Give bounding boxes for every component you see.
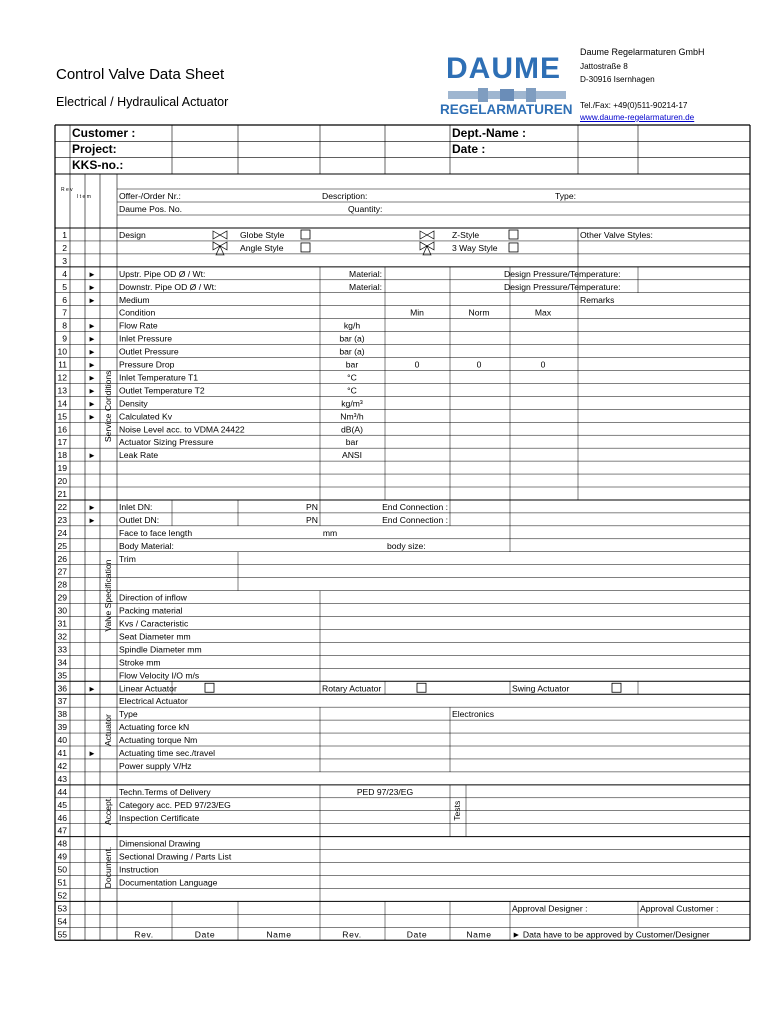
row-number: 21 bbox=[57, 489, 67, 499]
rotary-actuator-label: Rotary Actuator bbox=[322, 683, 382, 694]
row-number: 12 bbox=[57, 372, 67, 383]
other-valve-styles-label: Other Valve Styles: bbox=[580, 230, 653, 240]
customer-label: Customer : bbox=[72, 126, 136, 140]
date-column-label: Date bbox=[194, 929, 216, 940]
row-number: 51 bbox=[57, 877, 67, 888]
company-website-link[interactable]: www.daume-regelarmaturen.de bbox=[580, 113, 695, 122]
row-number: 49 bbox=[57, 851, 67, 862]
dept-label: Dept.-Name : bbox=[452, 126, 527, 140]
row-number: 50 bbox=[57, 864, 67, 875]
unit-label: bar bbox=[345, 437, 359, 448]
end-connection-label: End Connection : bbox=[382, 514, 448, 525]
actuator-field-label: Actuating time sec./travel bbox=[119, 748, 216, 758]
medium-label: Medium bbox=[119, 294, 150, 305]
rev-column-label: Rev. bbox=[134, 929, 154, 940]
row-number: 26 bbox=[57, 553, 67, 564]
remarks-label: Remarks bbox=[580, 294, 615, 305]
unit-label: bar bbox=[345, 359, 359, 370]
service-field-label: Outlet Temperature T2 bbox=[119, 385, 205, 396]
arrow-icon: ► bbox=[88, 347, 96, 357]
logo-wordmark: DAUME bbox=[446, 52, 561, 85]
row-number: 42 bbox=[57, 760, 67, 771]
arrow-icon: ► bbox=[88, 269, 96, 279]
row-number: 39 bbox=[57, 722, 67, 733]
unit-label: mm bbox=[322, 527, 338, 538]
row-number: 17 bbox=[57, 437, 67, 448]
actuator-field-label: Power supply V/Hz bbox=[119, 760, 192, 771]
row-number: 40 bbox=[57, 735, 67, 746]
globe-style-label: Globe Style bbox=[240, 230, 285, 240]
page-title: Control Valve Data Sheet bbox=[56, 66, 225, 83]
approval-note: ► Data have to be approved by Customer/Designer bbox=[512, 929, 710, 940]
linear-actuator-label: Linear Actuator bbox=[119, 683, 177, 694]
row-number: 27 bbox=[57, 566, 67, 577]
item-side-label: I t e m bbox=[77, 194, 91, 200]
row-number: 32 bbox=[57, 631, 67, 642]
row-number: 9 bbox=[62, 333, 67, 344]
valve-spec-label: Direction of inflow bbox=[119, 592, 187, 603]
service-field-label: Outlet Pressure bbox=[119, 346, 179, 357]
unit-label: °C bbox=[347, 385, 357, 396]
design-label: Design bbox=[119, 230, 146, 240]
pos-label: Daume Pos. No. bbox=[119, 204, 183, 214]
row-number: 22 bbox=[57, 501, 67, 512]
row-number: 55 bbox=[57, 929, 67, 940]
min-value: 0 bbox=[414, 359, 420, 370]
swing-actuator-checkbox[interactable] bbox=[612, 683, 621, 692]
z-style-checkbox[interactable] bbox=[509, 230, 518, 239]
design-pressure-label: Design Pressure/Temperature: bbox=[504, 268, 621, 279]
actuator-type-label: Type bbox=[119, 709, 138, 720]
design-pressure-label: Design Pressure/Temperature: bbox=[504, 281, 621, 292]
end-connection-label: End Connection : bbox=[382, 501, 448, 512]
row-number: 15 bbox=[57, 411, 67, 422]
valve-spec-label: Kvs / Caracteristic bbox=[119, 618, 189, 629]
electrical-actuator-label: Electrical Actuator bbox=[119, 696, 188, 707]
arrow-icon: ► bbox=[88, 282, 96, 292]
row-number: 33 bbox=[57, 644, 67, 655]
angle-style-checkbox[interactable] bbox=[301, 243, 310, 252]
z-valve-icon bbox=[420, 231, 434, 239]
actuator-field-label: Actuating torque Nm bbox=[119, 735, 198, 746]
arrow-icon: ► bbox=[88, 749, 96, 758]
norm-value: 0 bbox=[476, 359, 482, 370]
kks-label: KKS-no.: bbox=[72, 158, 124, 172]
max-value: 0 bbox=[540, 359, 546, 370]
valve-spec-label: Spindle Diameter mm bbox=[119, 644, 202, 655]
material-label: Material: bbox=[349, 281, 382, 292]
three-way-style-checkbox[interactable] bbox=[509, 243, 518, 252]
inlet-dn-label: Inlet DN: bbox=[119, 501, 153, 512]
document-label: Documentation Language bbox=[119, 877, 218, 888]
row-number: 20 bbox=[57, 476, 67, 487]
pn-label: PN bbox=[306, 501, 318, 512]
arrow-icon: ► bbox=[88, 399, 96, 409]
valve-specification-label: Valve Specification bbox=[103, 559, 113, 632]
row-number: 3 bbox=[62, 255, 67, 266]
row-number: 43 bbox=[57, 773, 67, 784]
rev-side-label: R e v bbox=[61, 187, 73, 193]
row-number: 44 bbox=[57, 786, 67, 797]
valve-spec-label: Stroke mm bbox=[119, 657, 161, 668]
globe-style-checkbox[interactable] bbox=[301, 230, 310, 239]
arrow-icon: ► bbox=[88, 502, 96, 512]
service-field-label: Pressure Drop bbox=[119, 359, 175, 370]
arrow-icon: ► bbox=[88, 360, 96, 370]
logo-subtext: REGELARMATUREN bbox=[440, 102, 573, 117]
condition-label: Condition bbox=[119, 307, 156, 318]
arrow-icon: ► bbox=[88, 373, 96, 383]
row-number: 28 bbox=[57, 579, 67, 590]
three-way-style-label: 3 Way Style bbox=[452, 242, 498, 253]
offer-label: Offer-/Order Nr.: bbox=[119, 191, 181, 201]
row-number: 2 bbox=[62, 242, 67, 253]
unit-label: dB(A) bbox=[341, 424, 363, 435]
project-label: Project: bbox=[72, 142, 117, 156]
name-column-label: Name bbox=[466, 929, 492, 940]
service-field-label: Actuator Sizing Pressure bbox=[119, 437, 214, 448]
service-field-label: Noise Level acc. to VDMA 24422 bbox=[119, 424, 245, 435]
swing-actuator-label: Swing Actuator bbox=[512, 683, 570, 694]
tests-section-label: Tests bbox=[452, 800, 462, 821]
service-field-label: Inlet Temperature T1 bbox=[119, 372, 198, 383]
company-name: Daume Regelarmaturen GmbH bbox=[580, 47, 705, 57]
quantity-label: Quantity: bbox=[348, 204, 383, 214]
rev-column-label: Rev. bbox=[342, 929, 362, 940]
description-label: Description: bbox=[322, 191, 368, 201]
document-section-label: Document. bbox=[103, 846, 113, 889]
unit-label: bar (a) bbox=[339, 346, 365, 357]
valve-spec-label: Seat Diameter mm bbox=[119, 631, 191, 642]
document-label: Instruction bbox=[119, 864, 159, 875]
row-number: 11 bbox=[58, 359, 67, 370]
angle-valve-icon bbox=[213, 242, 227, 255]
row-number: 48 bbox=[57, 838, 67, 849]
service-field-label: Leak Rate bbox=[119, 450, 159, 461]
service-field-label: Inlet Pressure bbox=[119, 333, 173, 344]
material-label: Material: bbox=[349, 268, 382, 279]
arrow-icon: ► bbox=[88, 295, 96, 305]
unit-label: °C bbox=[347, 372, 357, 383]
norm-header: Norm bbox=[468, 307, 490, 318]
approval-designer-label: Approval Designer : bbox=[512, 903, 588, 914]
row-number: 5 bbox=[62, 281, 67, 292]
arrow-icon: ► bbox=[88, 451, 96, 461]
row-number: 52 bbox=[57, 890, 67, 901]
max-header: Max bbox=[534, 307, 552, 318]
row-number: 16 bbox=[57, 424, 67, 435]
row-number: 29 bbox=[57, 592, 67, 603]
z-style-label: Z-Style bbox=[452, 230, 480, 240]
company-city: D-30916 Isernhagen bbox=[580, 75, 655, 84]
arrow-icon: ► bbox=[88, 334, 96, 344]
row-number: 53 bbox=[57, 903, 67, 914]
row-number: 47 bbox=[57, 825, 67, 836]
row-number: 19 bbox=[57, 463, 67, 474]
ped-value: PED 97/23/EG bbox=[356, 786, 414, 797]
unit-label: kg/m³ bbox=[341, 398, 363, 409]
trim-label: Trim bbox=[119, 553, 136, 564]
date-column-label: Date bbox=[406, 929, 428, 940]
row-number: 34 bbox=[57, 657, 67, 668]
arrow-icon: ► bbox=[88, 684, 96, 694]
upstream-pipe-label: Upstr. Pipe OD Ø / Wt: bbox=[119, 268, 206, 279]
row-number: 13 bbox=[57, 385, 67, 396]
outlet-dn-label: Outlet DN: bbox=[119, 514, 160, 525]
row-number: 46 bbox=[57, 812, 67, 823]
row-number: 54 bbox=[57, 916, 67, 927]
electronics-label: Electronics bbox=[452, 709, 495, 720]
service-field-label: Calculated Kv bbox=[119, 411, 173, 422]
downstream-pipe-label: Downstr. Pipe OD Ø / Wt: bbox=[119, 281, 217, 292]
inspection-certificate-label: Inspection Certificate bbox=[119, 812, 200, 823]
company-street: Jattostraße 8 bbox=[580, 62, 628, 71]
face-to-face-label: Face to face length bbox=[119, 527, 193, 538]
arrow-icon: ► bbox=[88, 321, 96, 331]
page-subtitle: Electrical / Hydraulical Actuator bbox=[56, 95, 229, 109]
body-size-label: body size: bbox=[387, 540, 426, 551]
row-number: 10 bbox=[57, 346, 67, 357]
unit-label: ANSI bbox=[341, 450, 363, 461]
row-number: 36 bbox=[57, 683, 67, 694]
min-header: Min bbox=[410, 307, 424, 318]
row-number: 23 bbox=[57, 514, 67, 525]
globe-valve-icon bbox=[213, 231, 227, 239]
row-number: 30 bbox=[57, 605, 67, 616]
service-conditions-label: Service Conditions bbox=[103, 370, 113, 443]
type-label: Type: bbox=[554, 191, 576, 201]
row-number: 7 bbox=[62, 307, 67, 318]
unit-label: bar (a) bbox=[339, 333, 365, 344]
unit-label: kg/h bbox=[343, 320, 361, 331]
date-label: Date : bbox=[452, 142, 486, 156]
arrow-icon: ► bbox=[88, 386, 96, 396]
valve-spec-label: Flow Velocity I/O m/s bbox=[119, 670, 200, 681]
actuator-field-label: Actuating force kN bbox=[119, 722, 190, 733]
row-number: 18 bbox=[57, 450, 67, 461]
rotary-actuator-checkbox[interactable] bbox=[417, 683, 426, 692]
arrow-icon: ► bbox=[88, 412, 96, 422]
actuator-section-label: Actuator bbox=[103, 714, 113, 747]
arrow-icon: ► bbox=[88, 515, 96, 525]
company-phone: Tel./Fax: +49(0)511-90214-17 bbox=[580, 101, 688, 110]
pn-label: PN bbox=[306, 514, 318, 525]
unit-label: Nm³/h bbox=[340, 411, 364, 422]
row-number: 37 bbox=[57, 696, 67, 707]
name-column-label: Name bbox=[266, 929, 292, 940]
body-material-label: Body Material: bbox=[119, 540, 174, 551]
three-way-valve-icon bbox=[420, 242, 434, 255]
row-number: 25 bbox=[57, 540, 67, 551]
linear-actuator-checkbox[interactable] bbox=[205, 683, 214, 692]
row-number: 8 bbox=[62, 320, 67, 331]
valve-spec-label: Packing material bbox=[119, 605, 183, 616]
delivery-terms-label: Techn.Terms of Delivery bbox=[119, 786, 211, 797]
service-field-label: Flow Rate bbox=[119, 320, 158, 331]
document-label: Dimensional Drawing bbox=[119, 838, 201, 849]
row-number: 45 bbox=[57, 799, 67, 810]
row-number: 4 bbox=[62, 268, 67, 279]
row-number: 14 bbox=[57, 398, 67, 409]
row-number: 31 bbox=[57, 618, 67, 629]
accept-section-label: Accept. bbox=[103, 796, 113, 826]
angle-style-label: Angle Style bbox=[240, 242, 284, 253]
ped-category-label: Category acc. PED 97/23/EG bbox=[119, 799, 231, 810]
row-number: 38 bbox=[57, 709, 67, 720]
row-number: 35 bbox=[57, 670, 67, 681]
approval-customer-label: Approval Customer : bbox=[640, 903, 719, 914]
row-number: 41 bbox=[57, 748, 67, 758]
row-number: 1 bbox=[62, 230, 67, 240]
service-field-label: Density bbox=[119, 398, 148, 409]
row-number: 6 bbox=[62, 294, 67, 305]
document-label: Sectional Drawing / Parts List bbox=[119, 851, 232, 862]
row-number: 24 bbox=[57, 527, 67, 538]
